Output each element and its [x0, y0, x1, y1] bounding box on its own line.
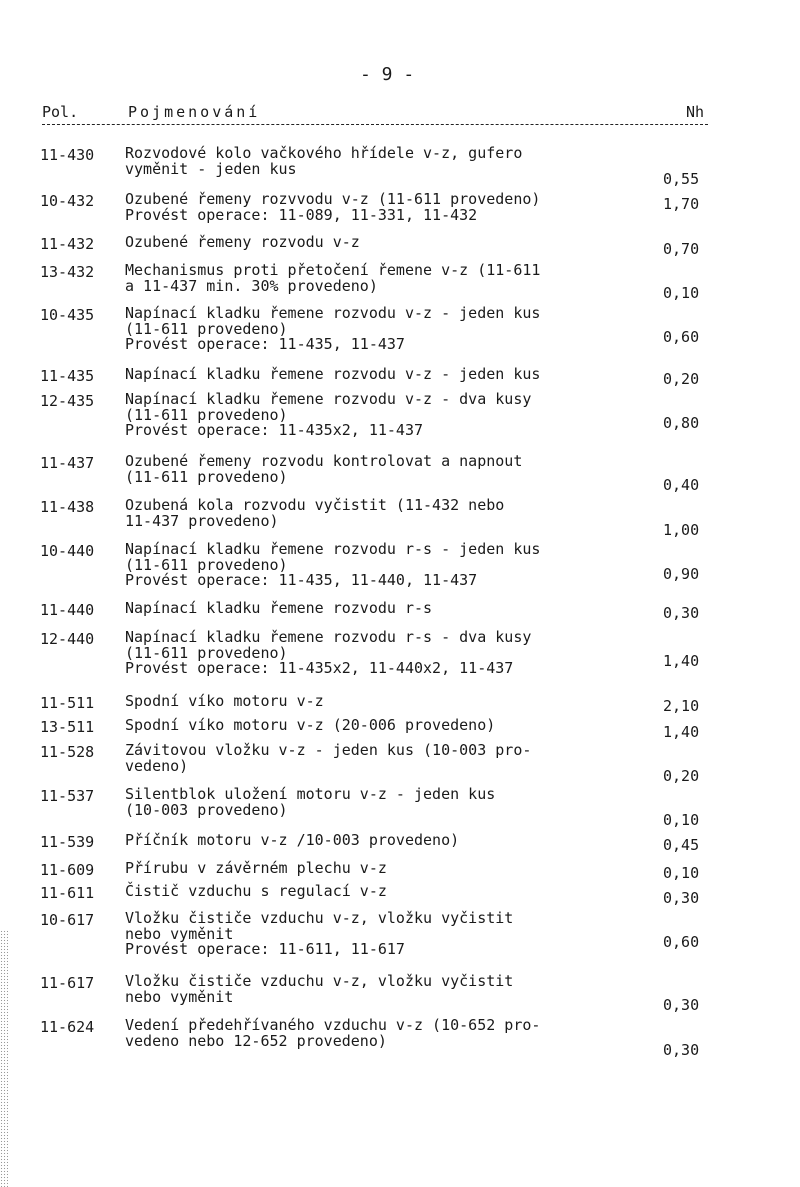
- item-norm-hours: 0,55: [663, 170, 700, 188]
- item-code: 13-432: [40, 263, 95, 281]
- item-norm-hours: 0,20: [663, 767, 700, 785]
- item-code: 12-440: [40, 630, 95, 648]
- item-code: 11-430: [40, 146, 95, 164]
- item-norm-hours: 1,40: [663, 652, 700, 670]
- item-norm-hours: 0,20: [663, 370, 700, 388]
- item-description: Napínací kladku řemene rozvodu v-z - jeden kus (11-611 provedeno) Provést operace: 11-435, 11-437: [125, 304, 541, 353]
- item-norm-hours: 0,90: [663, 565, 700, 583]
- item-code: 11-537: [40, 787, 95, 805]
- item-code: 11-528: [40, 743, 95, 761]
- column-header-pojmenovani: Pojmenování: [128, 103, 261, 121]
- item-norm-hours: 1,70: [663, 195, 700, 213]
- item-norm-hours: 0,10: [663, 864, 700, 882]
- item-description: Ozubená kola rozvodu vyčistit (11-432 nebo 11-437 provedeno): [125, 496, 505, 530]
- item-code: 13-511: [40, 718, 95, 736]
- item-description: Vložku čističe vzduchu v-z, vložku vyčistit nebo vyměnit Provést operace: 11-611, 11-617: [125, 909, 514, 958]
- item-description: Vedení předehřívaného vzduchu v-z (10-652 pro- vedeno nebo 12-652 provedeno): [125, 1016, 541, 1050]
- item-code: 11-511: [40, 694, 95, 712]
- item-norm-hours: 0,30: [663, 604, 700, 622]
- item-description: Čistič vzduchu s regulací v-z: [125, 882, 387, 900]
- item-code: 10-440: [40, 542, 95, 560]
- item-description: Mechanismus proti přetočení řemene v-z (11-611 a 11-437 min. 30% provedeno): [125, 261, 541, 295]
- item-code: 11-438: [40, 498, 95, 516]
- item-description: Napínací kladku řemene rozvodu r-s - dva kusy (11-611 provedeno) Provést operace: 11-435x2, 11-440x2, 11-437: [125, 628, 532, 677]
- item-code: 10-617: [40, 911, 95, 929]
- item-description: Ozubené řemeny rozvodu kontrolovat a napnout (11-611 provedeno): [125, 452, 523, 486]
- item-description: Napínací kladku řemene rozvodu r-s - jeden kus (11-611 provedeno) Provést operace: 11-435, 11-440, 11-437: [125, 540, 541, 589]
- item-description: Napínací kladku řemene rozvodu v-z - jeden kus: [125, 365, 541, 383]
- item-code: 11-609: [40, 861, 95, 879]
- item-norm-hours: 0,45: [663, 836, 700, 854]
- item-description: Napínací kladku řemene rozvodu r-s: [125, 599, 433, 617]
- item-description: Příčník motoru v-z /10-003 provedeno): [125, 831, 460, 849]
- item-norm-hours: 0,30: [663, 889, 700, 907]
- item-code: 11-539: [40, 833, 95, 851]
- item-description: Rozvodové kolo vačkového hřídele v-z, gufero vyměnit - jeden kus: [125, 144, 523, 178]
- item-norm-hours: 0,30: [663, 996, 700, 1014]
- scan-edge-noise: [0, 930, 8, 1187]
- item-norm-hours: 0,10: [663, 284, 700, 302]
- item-code: 11-624: [40, 1018, 95, 1036]
- item-description: Spodní víko motoru v-z: [125, 692, 324, 710]
- item-norm-hours: 2,10: [663, 697, 700, 715]
- item-norm-hours: 0,40: [663, 476, 700, 494]
- page-number: - 9 -: [360, 64, 415, 85]
- item-code: 11-435: [40, 367, 95, 385]
- item-description: Silentblok uložení motoru v-z - jeden kus (10-003 provedeno): [125, 785, 496, 819]
- item-norm-hours: 0,10: [663, 811, 700, 829]
- item-code: 11-611: [40, 884, 95, 902]
- item-norm-hours: 0,60: [663, 933, 700, 951]
- item-description: Spodní víko motoru v-z (20-006 provedeno): [125, 716, 496, 734]
- item-description: Ozubené řemeny rozvvodu v-z (11-611 provedeno) Provést operace: 11-089, 11-331, 11-432: [125, 190, 541, 224]
- item-norm-hours: 0,30: [663, 1041, 700, 1059]
- item-norm-hours: 0,80: [663, 414, 700, 432]
- column-header-nh: Nh: [686, 103, 705, 121]
- item-norm-hours: 0,60: [663, 328, 700, 346]
- header-divider: [42, 124, 708, 125]
- item-code: 11-432: [40, 235, 95, 253]
- item-norm-hours: 1,00: [663, 521, 700, 539]
- item-code: 10-435: [40, 306, 95, 324]
- item-code: 10-432: [40, 192, 95, 210]
- item-code: 11-617: [40, 974, 95, 992]
- item-description: Přírubu v závěrném plechu v-z: [125, 859, 387, 877]
- item-description: Závitovou vložku v-z - jeden kus (10-003 pro- vedeno): [125, 741, 532, 775]
- item-norm-hours: 1,40: [663, 723, 700, 741]
- item-code: 11-437: [40, 454, 95, 472]
- item-norm-hours: 0,70: [663, 240, 700, 258]
- item-description: Napínací kladku řemene rozvodu v-z - dva kusy (11-611 provedeno) Provést operace: 11-435x2, 11-437: [125, 390, 532, 439]
- item-description: Ozubené řemeny rozvodu v-z: [125, 233, 360, 251]
- item-code: 11-440: [40, 601, 95, 619]
- column-header-pol: Pol.: [42, 103, 79, 121]
- item-description: Vložku čističe vzduchu v-z, vložku vyčistit nebo vyměnit: [125, 972, 514, 1006]
- item-code: 12-435: [40, 392, 95, 410]
